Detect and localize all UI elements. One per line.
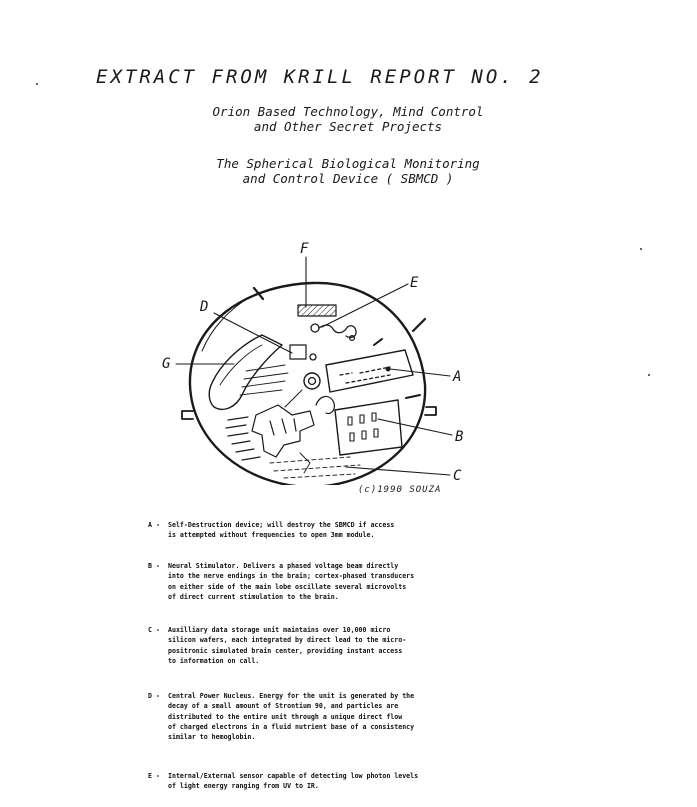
artist-credit: (c)1990 SOUZA bbox=[358, 485, 442, 495]
component-d bbox=[285, 345, 320, 407]
label-e: E bbox=[410, 275, 419, 291]
circuit-shapes bbox=[226, 396, 334, 460]
legend-code: B - bbox=[148, 562, 160, 570]
legend-text: Self-Destruction device; will destroy the SBMCD if access is attempted without frequencies to open 3mm module. bbox=[168, 521, 395, 540]
legend-text: Neural Stimulator. Delivers a phased voltage beam directly into the nerve endings in the brain; cortex-phased transducers on either side of the main lobe oscillate several microvolts of direct current stimulation to the brain. bbox=[168, 562, 415, 601]
component-a bbox=[326, 339, 420, 398]
legend-code: C - bbox=[148, 626, 160, 634]
scan-speck bbox=[648, 374, 650, 376]
legend-text: Auxilliary data storage unit maintains over 10,000 micro silicon wafers, each integrated by direct lead to the micro- positronic simulated brain center, providing instant access to information on call. bbox=[168, 626, 407, 665]
legend-text: Internal/External sensor capable of detecting low photon levels of light energy ranging from UV to IR. bbox=[168, 772, 419, 791]
legend-code: D - bbox=[148, 692, 160, 700]
label-g: G bbox=[162, 356, 171, 372]
legend-entry-b bbox=[148, 561, 528, 602]
legend-entry-c bbox=[148, 625, 528, 666]
report-subtitle bbox=[148, 104, 548, 134]
legend-entry-a bbox=[148, 520, 528, 541]
report-subtitle-line-1: Orion Based Technology, Mind Control bbox=[212, 104, 484, 119]
component-f bbox=[298, 305, 336, 316]
page-title: EXTRACT FROM KRILL REPORT NO. 2 bbox=[96, 66, 544, 88]
scan-speck bbox=[36, 83, 38, 85]
legend-text: Central Power Nucleus. Energy for the unit is generated by the decay of a small amount of Strontium 90, and particles are distributed to the entire unit through a unique direct flow of charged electrons in a fluid nutrient base of a consistency similar to hemoglobin. bbox=[168, 692, 415, 742]
device-title bbox=[148, 156, 548, 186]
component-b bbox=[335, 400, 402, 455]
legend-entry-d bbox=[148, 691, 528, 742]
legend-code: E - bbox=[148, 772, 160, 780]
hatch-lines-left bbox=[240, 365, 288, 395]
report-subtitle-line-2: and Other Secret Projects bbox=[253, 119, 443, 134]
device-title-line-1: The Spherical Biological Monitoring bbox=[216, 156, 480, 171]
sbmcd-diagram bbox=[150, 235, 490, 485]
legend-code: A - bbox=[148, 521, 160, 529]
label-c: C bbox=[453, 468, 462, 484]
component-e bbox=[311, 324, 356, 340]
label-f: F bbox=[300, 241, 309, 257]
label-b: B bbox=[455, 429, 464, 445]
label-a: A bbox=[453, 369, 462, 385]
label-d: D bbox=[200, 299, 209, 315]
scan-speck bbox=[640, 248, 642, 250]
component-c bbox=[270, 453, 360, 478]
device-title-line-2: and Control Device ( SBMCD ) bbox=[242, 171, 454, 186]
legend-entry-e bbox=[148, 771, 528, 792]
component-g bbox=[209, 335, 282, 409]
